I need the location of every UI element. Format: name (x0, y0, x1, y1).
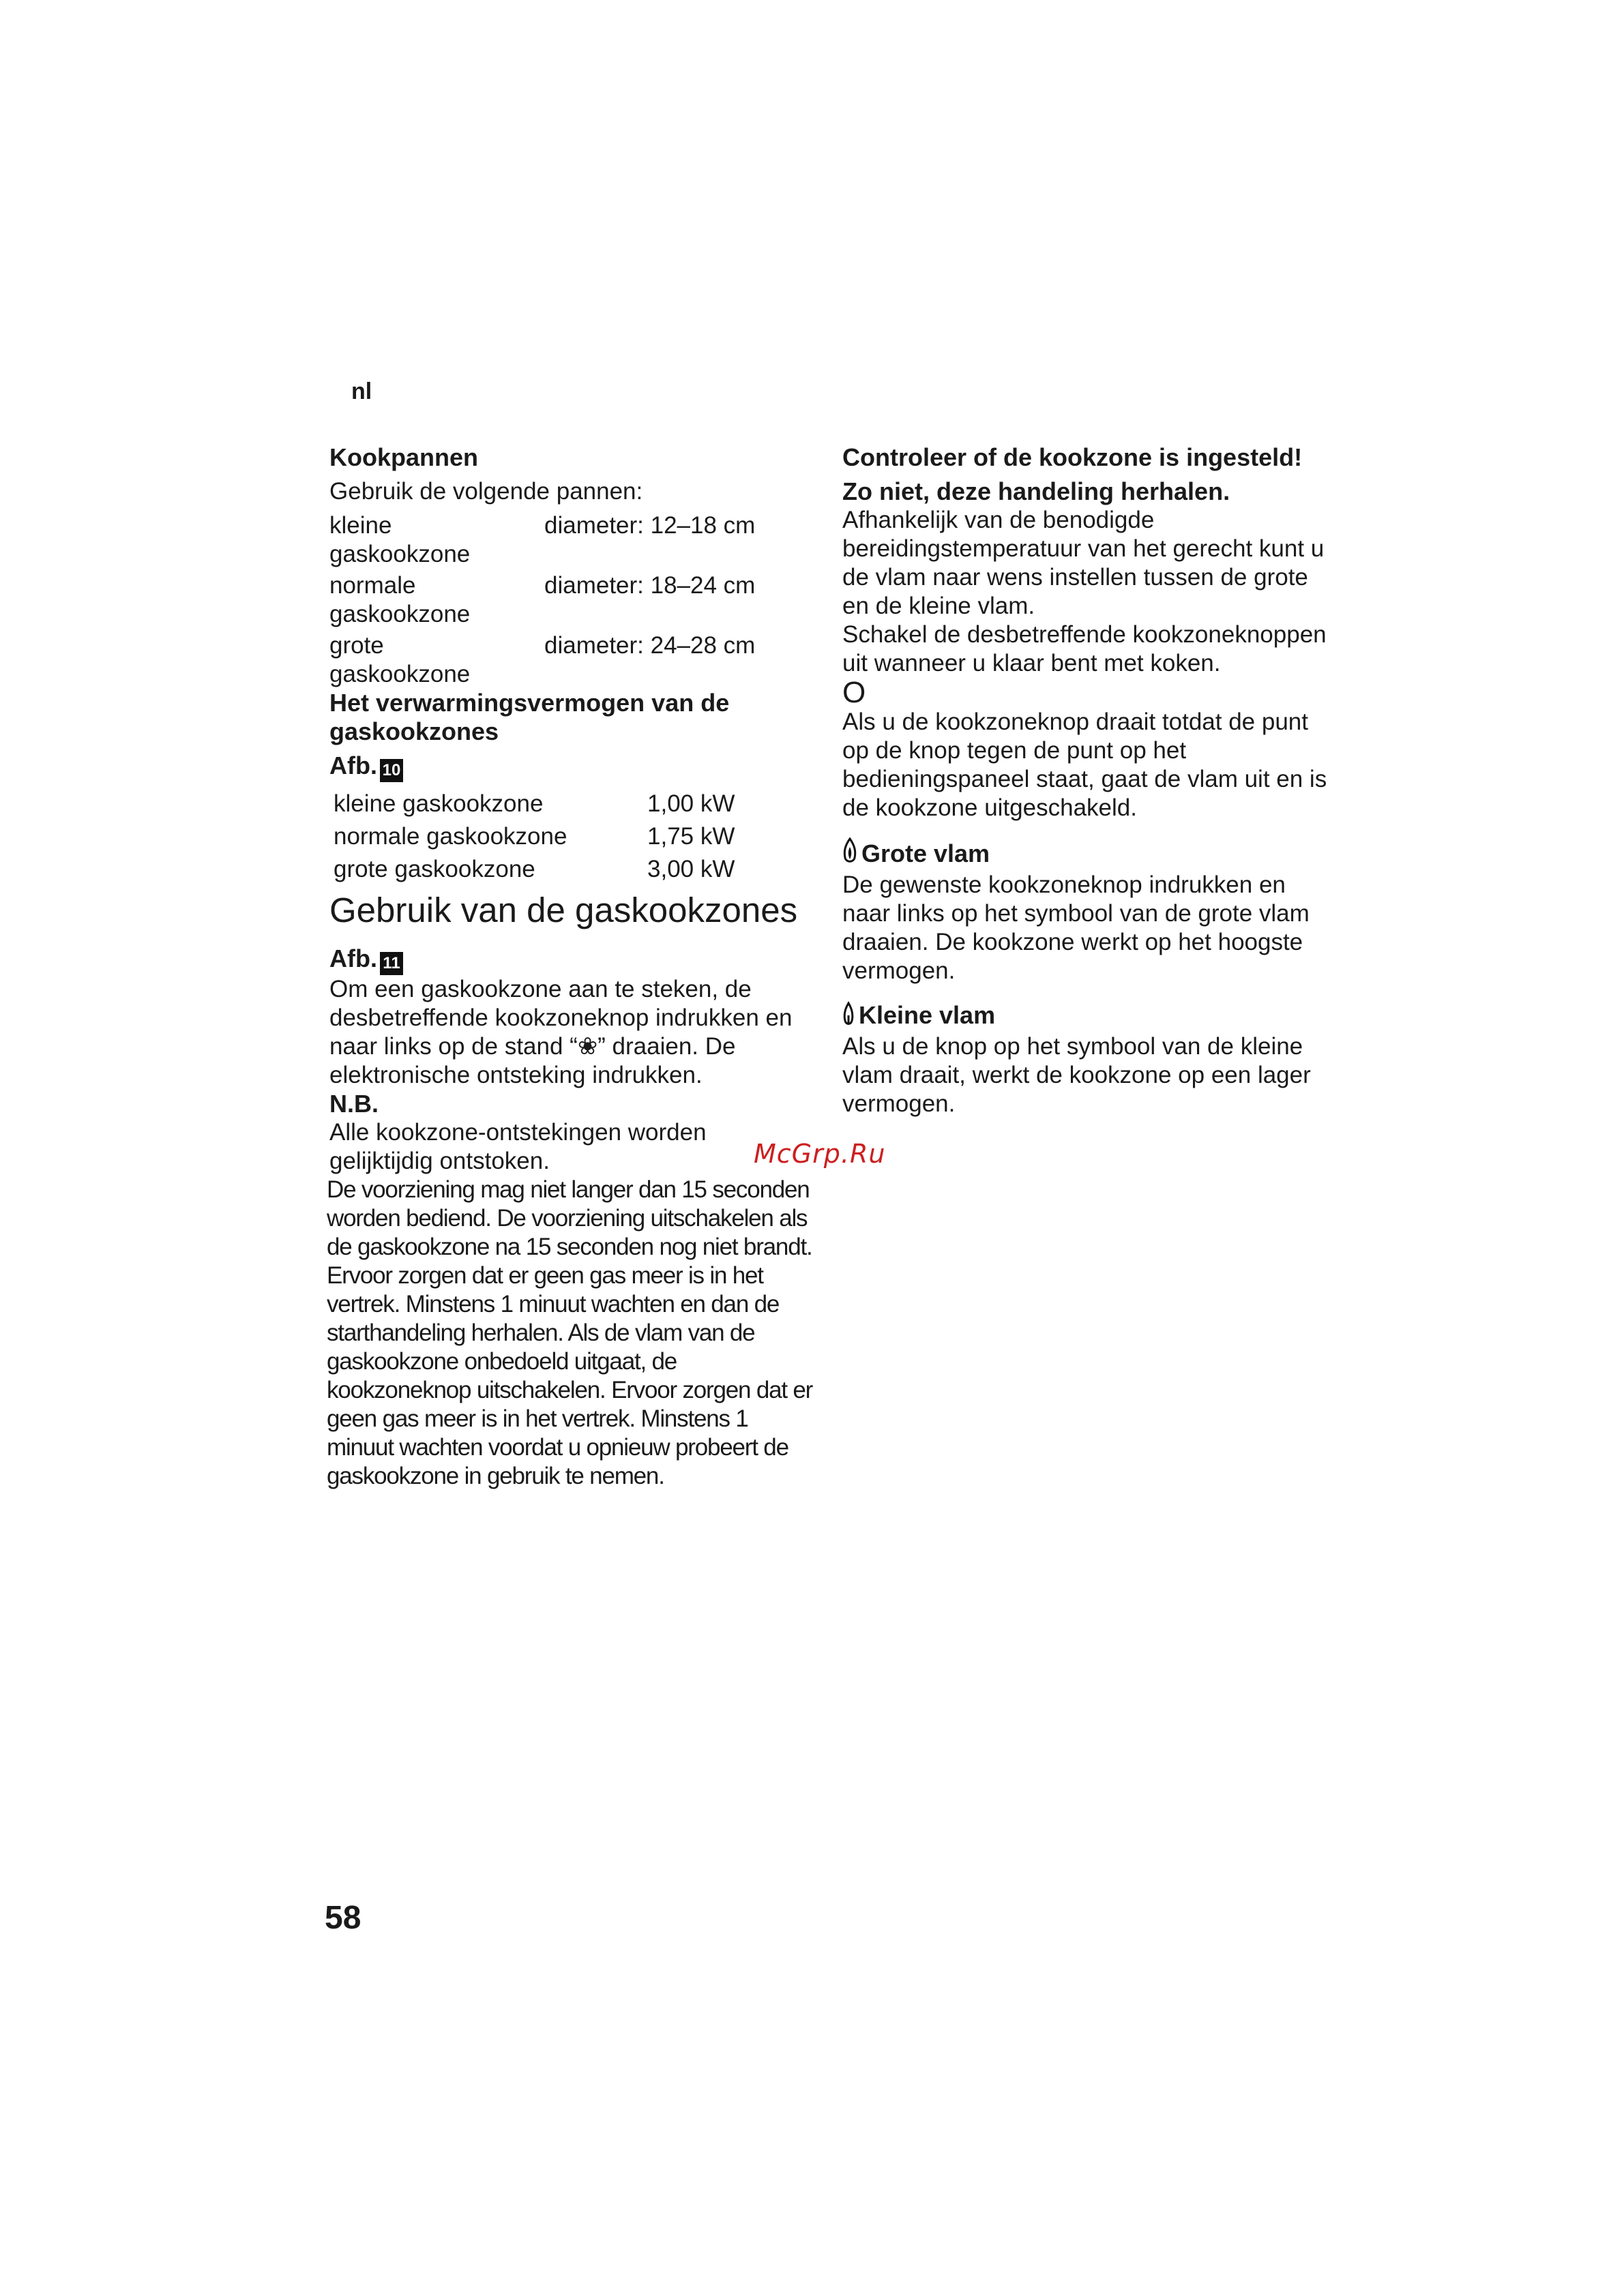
usage-heading: Gebruik van de gaskookzones (329, 891, 798, 929)
power-zone-normal: normale gaskookzone (334, 823, 567, 850)
pans-heading: Kookpannen (329, 443, 479, 471)
watermark: McGrp.Ru (754, 1139, 886, 1169)
pans-diameter-normal: diameter: 18–24 cm (544, 572, 756, 599)
power-kw-large: 3,00 kW (647, 856, 735, 882)
pans-diameter-large: diameter: 24–28 cm (544, 632, 756, 659)
adjust-text: Afhankelijk van de benodigde bereidingstemperatuur van het gerecht kunt u de vlam naar wens instellen tussen de grote en de kleine vlam. (842, 507, 1325, 619)
nb-label: N.B. (329, 1090, 379, 1118)
off-text: Als u de kookzoneknop draait totdat de punt op de knop tegen de punt op het bedieningspaneel staat, gaat de vlam uit en is de kookzone uitgeschakeld. (842, 709, 1327, 821)
power-kw-normal: 1,75 kW (647, 823, 735, 850)
large-flame-text: De gewenste kookzoneknop indrukken en naar links op het symbool van de grote vlam draaien. De kookzone werkt op het hoogste vermogen. (842, 871, 1310, 984)
right-column (842, 443, 1333, 1118)
power-heading: Het verwarmingsvermogen van de gaskookzones (329, 689, 730, 745)
repeat-heading: Zo niet, deze handeling herhalen. (842, 477, 1230, 505)
large-flame-heading-row (842, 837, 1333, 871)
switch-off-text: Schakel de desbetreffende kookzoneknoppen uit wanneer u klaar bent met koken. (842, 621, 1327, 676)
figure-11-badge: 11 (380, 952, 403, 975)
pans-zone-normal: normale gaskookzone (329, 572, 471, 627)
pans-table (329, 511, 814, 689)
large-flame-icon (842, 837, 857, 871)
power-kw-small: 1,00 kW (647, 790, 735, 817)
power-zone-small: kleine gaskookzone (334, 790, 544, 817)
pans-zone-large: grote gaskookzone (329, 632, 471, 687)
small-flame-heading-row (842, 1000, 1333, 1032)
pans-diameter-small: diameter: 12–18 cm (544, 512, 756, 539)
afb-11-text: Afb. (329, 944, 377, 972)
off-symbol: O (842, 676, 866, 709)
language-code: nl (351, 378, 372, 404)
power-zone-large: grote gaskookzone (334, 856, 535, 882)
afb-10-label (329, 751, 814, 782)
afb-10-text: Afb. (329, 751, 377, 779)
power-table (334, 788, 814, 886)
afb-11-label (329, 944, 814, 975)
warning-text: De voorziening mag niet langer dan 15 seconden worden bediend. De voorziening uitschakelen als de gaskookzone na 15 seconden nog niet brandt. Ervoor zorgen dat er geen gas meer is in het vertrek. Minstens 1 minuut wachten en dan de starthandeling herhalen. Als de vlam van de gaskookzone onbedoeld uitgaat, de kookzoneknop uitschakelen. Ervoor zorgen dat er geen gas meer is in het vertrek. Minstens 1 minuut wachten voordat u opnieuw probeert de gaskookzone in gebruik te nemen. (327, 1176, 813, 1489)
pans-intro: Gebruik de volgende pannen: (329, 478, 643, 505)
pans-zone-small: kleine gaskookzone (329, 512, 471, 567)
small-flame-text: Als u de knop op het symbool van de kleine vlam draait, werkt de kookzone op een lager vermogen. (842, 1033, 1311, 1117)
left-column (329, 443, 814, 1491)
page-number: 58 (325, 1900, 361, 1936)
small-flame-heading: Kleine vlam (859, 1001, 996, 1029)
usage-text: Om een gaskookzone aan te steken, de desbetreffende kookzoneknop indrukken en naar links op de stand “❀” draaien. De elektronische ontsteking indrukken. (329, 976, 793, 1088)
large-flame-heading: Grote vlam (861, 839, 990, 867)
check-heading: Controleer of de kookzone is ingesteld! (842, 443, 1303, 471)
figure-10-badge: 10 (380, 759, 403, 782)
small-flame-icon (842, 1000, 855, 1032)
nb-text: Alle kookzone-ontstekingen worden gelijktijdig ontstoken. (329, 1119, 707, 1174)
